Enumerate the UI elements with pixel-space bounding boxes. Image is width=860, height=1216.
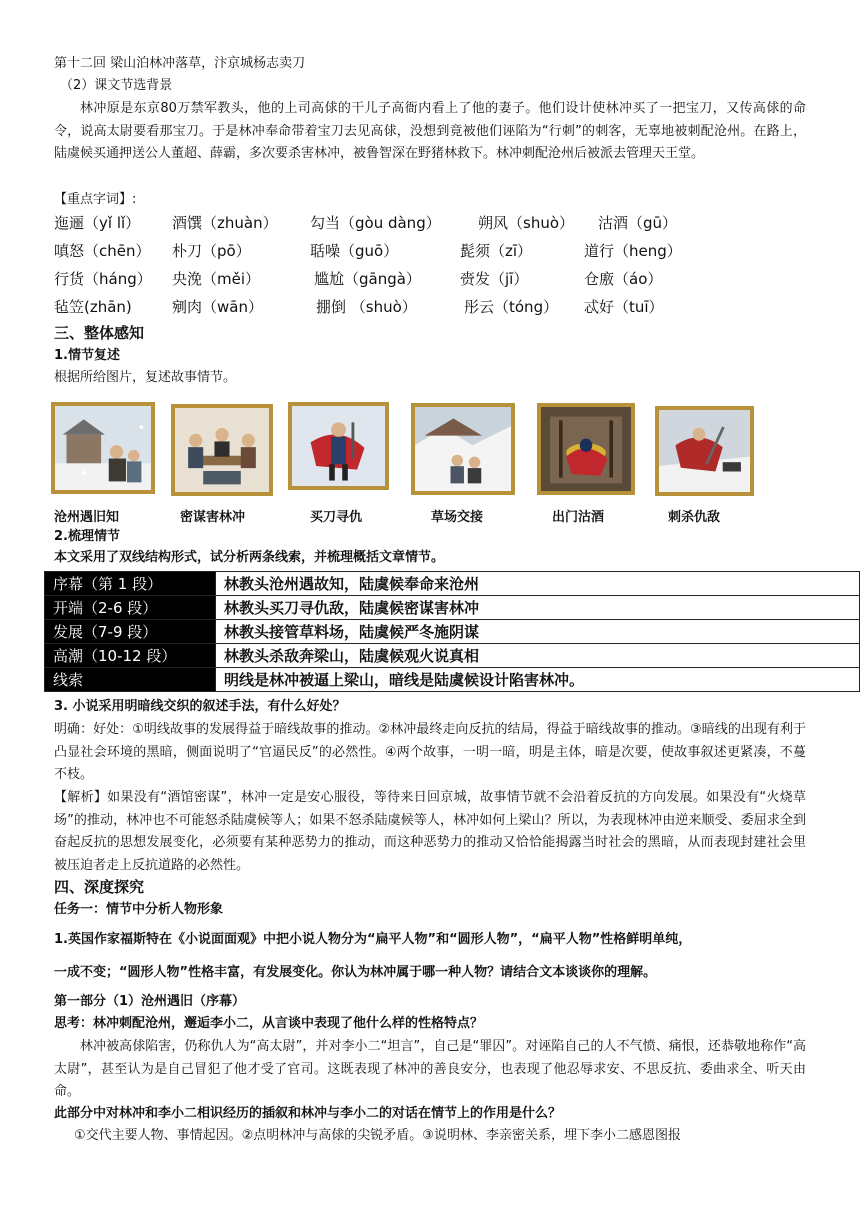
section4-heading: 四、深度探究 [54, 878, 145, 896]
plot-stage: 高潮（10-12 段） [45, 644, 216, 668]
think-question: 思考：林冲刺配沧州，邂逅李小二，从言谈中表现了他什么样的性格特点？ [54, 1016, 484, 1031]
plot-content: 林教头杀敌奔梁山，陆虞候观火说真相 [216, 644, 860, 668]
plot-content: 林教头买刀寻仇敌，陆虞候密谋害林冲 [216, 596, 860, 620]
table-row [45, 572, 860, 596]
section3-heading: 三、整体感知 [54, 324, 145, 342]
vocab-item: 道行（heng） [584, 242, 682, 260]
vocab-list [54, 209, 814, 321]
vocab-item: 尴尬（gāngà） [314, 270, 421, 288]
picture-caption: 出门沽酒 [552, 510, 605, 525]
plot-table [44, 571, 860, 692]
snow-scene-illustration [51, 402, 155, 494]
vocab-item: 行货（háng） [54, 270, 152, 288]
vocab-item: 勾当（gòu dàng） [310, 214, 441, 232]
vocab-item: 迤逦（yǐ lǐ） [54, 214, 141, 232]
question-3: 3. 小说采用明暗线交织的叙述手法，有什么好处？ [54, 699, 346, 714]
vocab-item: 髭须（zī） [460, 242, 533, 260]
vocab-row [54, 293, 814, 321]
vocab-row [54, 265, 814, 293]
plot-content: 明线是林冲被逼上梁山，暗线是陆虞候设计陷害林冲。 [216, 668, 860, 692]
plot-stage: 开端（2-6 段） [45, 596, 216, 620]
part1-title: 第一部分（1）沧州遇旧（序幕） [54, 994, 246, 1009]
table-row [45, 620, 860, 644]
vocab-item: 央浼（měi） [172, 270, 261, 288]
temple-fire-illustration [537, 403, 635, 495]
table-row [45, 596, 860, 620]
picture-caption: 刺杀仇敌 [668, 510, 721, 525]
red-cape-warrior-illustration [288, 402, 389, 490]
vocab-item: 沽酒（gū） [598, 214, 678, 232]
plot-content: 林教头接管草料场，陆虞候严冬施阴谋 [216, 620, 860, 644]
tavern-plot-illustration [171, 404, 273, 496]
picture-caption: 草场交接 [431, 510, 484, 525]
question-3-answer: 明确：好处：①明线故事的发展得益于暗线故事的推动。②林冲最终走向反抗的结局，得益于暗线故事的推动。③暗线的出现有利于凸显社会环境的黑暗，侧面说明了“官逼民反”的必然性。④两个故事，一明一暗，明是主体，暗是次要，使故事叙述更紧凑，不蔓不枝。 [54, 722, 806, 782]
vocab-item: 赍发（jī） [460, 270, 529, 288]
question-1: 1.英国作家福斯特在《小说面面观》中把小说人物分为“扁平人物”和“圆形人物”，“扁平人物”性格鲜明单纯， [54, 932, 692, 947]
section3-sub2: 2.梳理情节 [54, 529, 120, 544]
vocab-item: 仓廒（áo） [584, 270, 663, 288]
table-row [45, 644, 860, 668]
vocab-item: 朔风（shuò） [478, 214, 575, 232]
task1-title: 任务一：情节中分析人物形象 [54, 902, 224, 917]
snowy-field-illustration [411, 403, 515, 495]
plot-stage: 发展（7-9 段） [45, 620, 216, 644]
vocab-item: 嗔怒（chēn） [54, 242, 151, 260]
chapter-title: 第十二回 梁山泊林冲落草，汴京城杨志卖刀 [54, 56, 306, 71]
section3-sub2-text: 本文采用了双线结构形式，试分析两条线索，并梳理概括文章情节。 [54, 550, 445, 565]
table-row [45, 668, 860, 692]
section3-sub1-text: 根据所给图片，复述故事情节。 [54, 370, 237, 385]
picture-caption: 密谋害林冲 [180, 510, 246, 525]
background-title: （2）课文节选背景 [60, 78, 173, 93]
vocab-item: 聒噪（guō） [310, 242, 399, 260]
vocab-item: 彤云（tóng） [464, 298, 559, 316]
vocab-row [54, 209, 814, 237]
vocab-item: 掤倒 （shuò） [316, 298, 417, 316]
plot-stage: 序幕（第 1 段） [45, 572, 216, 596]
snow-fight-illustration [655, 406, 754, 496]
plot-content: 林教头沧州遇故知，陆虞候奉命来沧州 [216, 572, 860, 596]
picture-caption: 买刀寻仇 [310, 510, 363, 525]
vocab-item: 剜肉（wān） [172, 298, 263, 316]
vocab-item: 酒馔（zhuàn） [172, 214, 278, 232]
background-text: 林冲原是东京80万禁军教头，他的上司高俅的干儿子高衙内看上了他的妻子。他们设计使林冲买了一把宝刀，又传高俅的命令，说高太尉要看那宝刀。于是林冲奉命带着宝刀去见高俅，没想到竟被他们诬陷为“行刺”的刺客，无辜地被刺配沧州。在路上，陆虞候买通押送公人董超、薛霸，多次要杀害林冲，被鲁智深在野猪林救下。林冲刺配沧州后被派去管理天王堂。 [54, 101, 806, 161]
vocab-item: 朴刀（pō） [172, 242, 251, 260]
vocab-item: 毡笠(zhān) [54, 298, 132, 316]
effect-question: 此部分中对林冲和李小二相识经历的插叙和林冲与李小二的对话在情节上的作用是什么？ [54, 1106, 562, 1121]
question-1-cont: 一成不变；“圆形人物”性格丰富，有发展变化。你认为林冲属于哪一种人物？请结合文本谈谈你的理解。 [54, 965, 657, 980]
vocab-row [54, 237, 814, 265]
picture-caption: 沧州遇旧知 [54, 510, 120, 525]
think-answer: 林冲被高俅陷害，仍称仇人为“高太尉”，并对李小二“坦言”，自己是“罪囚”。对诬陷自己的人不气愤、痛恨，还恭敬地称作“高太尉”，甚至认为是自己冒犯了他才受了官司。这既表现了林冲的善良安分，也表现了他忍辱求安、不思反抗、委曲求全、听天由命。 [54, 1039, 806, 1099]
analysis-text: 【解析】如果没有“酒馆密谋”，林冲一定是安心服役，等待来日回京城，故事情节就不会沿着反抗的方向发展。如果没有“火烧草场”的推动，林冲也不可能怒杀陆虞候等人；如果不怒杀陆虞候等人，林冲如何上梁山？所以，为表现林冲由逆来顺受、委屈求全到奋起反抗的思想发展变化，必须要有某种恶势力的推动，而这种恶势力的推动又恰恰能揭露当时社会的黑暗，从而表现封建社会里被压迫者走上反抗道路的必然性。 [54, 790, 806, 873]
section3-sub1: 1.情节复述 [54, 348, 120, 363]
plot-stage: 线索 [45, 668, 216, 692]
vocab-title: 【重点字词】: [54, 192, 137, 207]
vocab-item: 忒好（tuī） [584, 298, 664, 316]
effect-answer: ①交代主要人物、事情起因。②点明林冲与高俅的尖锐矛盾。③说明林、李亲密关系，埋下李小二感恩图报 [74, 1128, 681, 1143]
